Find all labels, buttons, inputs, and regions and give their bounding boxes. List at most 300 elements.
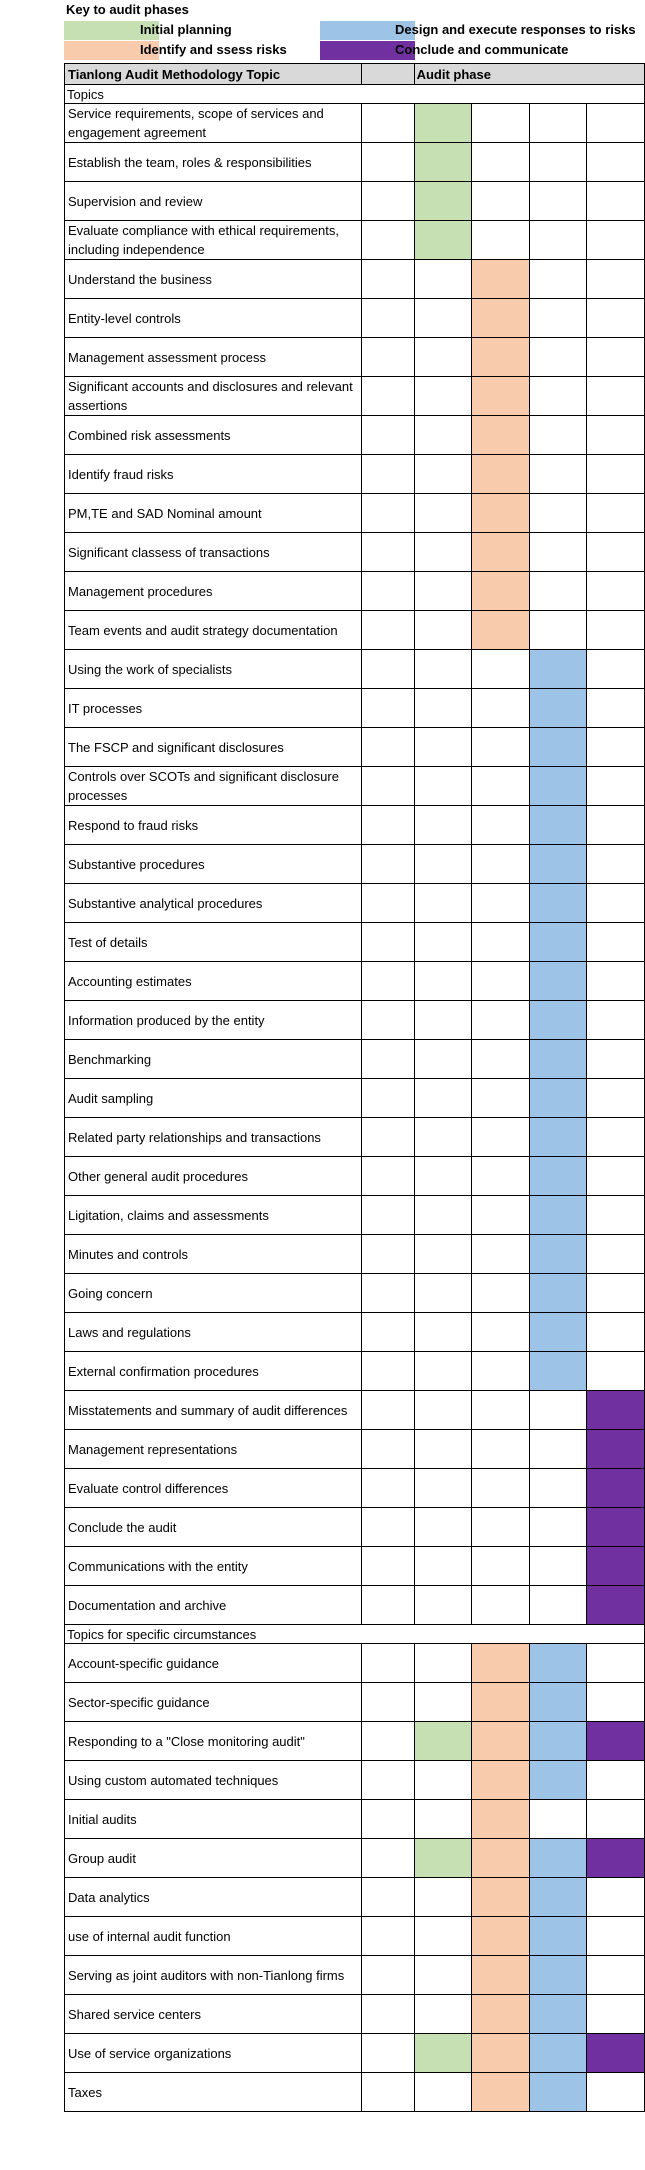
phase-cell-blue <box>529 1469 587 1508</box>
spacer-cell <box>361 1547 414 1586</box>
phase-cell-orange <box>472 611 530 650</box>
table-row <box>65 689 645 728</box>
phase-cell-blue <box>529 1722 587 1761</box>
spacer-cell <box>361 2034 414 2073</box>
phase-cell-orange <box>472 2073 530 2112</box>
table-row <box>65 1157 645 1196</box>
topic-label: Account-specific guidance <box>65 1644 362 1683</box>
phase-cell-purple <box>587 221 645 260</box>
spacer-cell <box>361 1586 414 1625</box>
phase-cell-orange <box>472 1313 530 1352</box>
phase-cell-blue <box>529 1040 587 1079</box>
phase-cell-purple <box>587 1040 645 1079</box>
spacer-cell <box>361 143 414 182</box>
phase-cell-orange <box>472 2034 530 2073</box>
phase-cell-green <box>414 1917 472 1956</box>
topic-label: Using the work of specialists <box>65 650 362 689</box>
phase-cell-purple <box>587 533 645 572</box>
table-row <box>65 1800 645 1839</box>
spacer-cell <box>361 572 414 611</box>
phase-cell-orange <box>472 1878 530 1917</box>
table-row <box>65 845 645 884</box>
topic-label: Data analytics <box>65 1878 362 1917</box>
topic-label: Supervision and review <box>65 182 362 221</box>
phase-cell-green <box>414 572 472 611</box>
phase-cell-orange <box>472 650 530 689</box>
phase-cell-green <box>414 377 472 416</box>
table-row <box>65 1079 645 1118</box>
table-row <box>65 1547 645 1586</box>
phase-cell-blue <box>529 650 587 689</box>
phase-cell-orange <box>472 377 530 416</box>
spacer-cell <box>361 1118 414 1157</box>
phase-cell-purple <box>587 338 645 377</box>
topic-label: Other general audit procedures <box>65 1157 362 1196</box>
phase-cell-purple <box>587 1274 645 1313</box>
phase-cell-blue <box>529 143 587 182</box>
phase-cell-orange <box>472 1196 530 1235</box>
topic-label: Management procedures <box>65 572 362 611</box>
phase-cell-green <box>414 1391 472 1430</box>
phase-cell-blue <box>529 260 587 299</box>
phase-cell-orange <box>472 1469 530 1508</box>
spacer-cell <box>361 182 414 221</box>
topic-label: External confirmation procedures <box>65 1352 362 1391</box>
phase-cell-blue <box>529 1313 587 1352</box>
phase-cell-green <box>414 845 472 884</box>
spacer-cell <box>361 1800 414 1839</box>
phase-cell-purple <box>587 1956 645 1995</box>
phase-cell-purple <box>587 104 645 143</box>
table-row <box>65 221 645 260</box>
phase-cell-purple <box>587 1508 645 1547</box>
spacer-cell <box>361 1430 414 1469</box>
spacer-cell <box>361 1722 414 1761</box>
table-row <box>65 806 645 845</box>
phase-cell-orange <box>472 1352 530 1391</box>
table-row <box>65 1430 645 1469</box>
spacer-cell <box>361 611 414 650</box>
phase-cell-blue <box>529 1683 587 1722</box>
table-row <box>65 533 645 572</box>
table-row <box>65 1391 645 1430</box>
phase-cell-orange <box>472 1547 530 1586</box>
topic-label: Going concern <box>65 1274 362 1313</box>
phase-cell-purple <box>587 806 645 845</box>
phase-cell-purple <box>587 884 645 923</box>
phase-cell-purple <box>587 455 645 494</box>
phase-cell-orange <box>472 1391 530 1430</box>
phase-cell-purple <box>587 2034 645 2073</box>
phase-cell-orange <box>472 1508 530 1547</box>
phase-cell-orange <box>472 1917 530 1956</box>
phase-cell-blue <box>529 1878 587 1917</box>
section-header-row <box>65 85 645 104</box>
table-row <box>65 1586 645 1625</box>
phase-cell-orange <box>472 182 530 221</box>
phase-cell-purple <box>587 1352 645 1391</box>
phase-cell-purple <box>587 260 645 299</box>
table-row <box>65 1761 645 1800</box>
spacer-cell <box>361 260 414 299</box>
phase-cell-green <box>414 1196 472 1235</box>
topic-label: Significant accounts and disclosures and relevant assertions <box>65 377 362 416</box>
phase-cell-orange <box>472 806 530 845</box>
spacer-cell <box>361 1761 414 1800</box>
phase-cell-orange <box>472 1800 530 1839</box>
topic-label: The FSCP and significant disclosures <box>65 728 362 767</box>
phase-cell-orange <box>472 923 530 962</box>
spacer-cell <box>361 1235 414 1274</box>
phase-cell-blue <box>529 1800 587 1839</box>
header-audit-phase: Audit phase <box>414 64 644 85</box>
phase-cell-green <box>414 1079 472 1118</box>
topic-label: Identify fraud risks <box>65 455 362 494</box>
phase-cell-blue <box>529 455 587 494</box>
topic-label: Taxes <box>65 2073 362 2112</box>
phase-cell-orange <box>472 416 530 455</box>
phase-cell-purple <box>587 1839 645 1878</box>
table-row <box>65 1995 645 2034</box>
table-row <box>65 1722 645 1761</box>
phase-cell-orange <box>472 884 530 923</box>
phase-cell-orange <box>472 1118 530 1157</box>
topic-label: Combined risk assessments <box>65 416 362 455</box>
header-topic: Tianlong Audit Methodology Topic <box>65 64 362 85</box>
phase-cell-purple <box>587 845 645 884</box>
phase-cell-purple <box>587 1800 645 1839</box>
spacer-cell <box>361 338 414 377</box>
phase-cell-green <box>414 1956 472 1995</box>
phase-cell-orange <box>472 1274 530 1313</box>
table-row <box>65 455 645 494</box>
phase-cell-green <box>414 2073 472 2112</box>
phase-cell-purple <box>587 2073 645 2112</box>
table-row <box>65 650 645 689</box>
topic-label: Group audit <box>65 1839 362 1878</box>
phase-cell-blue <box>529 1644 587 1683</box>
phase-cell-blue <box>529 2073 587 2112</box>
phase-cell-blue <box>529 1547 587 1586</box>
phase-cell-blue <box>529 962 587 1001</box>
phase-cell-orange <box>472 299 530 338</box>
table-row <box>65 767 645 806</box>
phase-cell-blue <box>529 923 587 962</box>
key-label-design-execute: Design and execute responses to risks <box>395 22 636 37</box>
topic-label: Documentation and archive <box>65 1586 362 1625</box>
spacer-cell <box>361 1079 414 1118</box>
topic-label: Audit sampling <box>65 1079 362 1118</box>
phase-cell-blue <box>529 1001 587 1040</box>
topic-label: use of internal audit function <box>65 1917 362 1956</box>
phase-cell-blue <box>529 1079 587 1118</box>
spacer-cell <box>361 1274 414 1313</box>
phase-cell-orange <box>472 1040 530 1079</box>
phase-cell-blue <box>529 104 587 143</box>
phase-cell-green <box>414 455 472 494</box>
phase-cell-green <box>414 104 472 143</box>
phase-cell-purple <box>587 1157 645 1196</box>
phase-cell-orange <box>472 845 530 884</box>
phase-cell-purple <box>587 1001 645 1040</box>
phase-cell-green <box>414 1430 472 1469</box>
phase-cell-green <box>414 260 472 299</box>
phase-cell-blue <box>529 1508 587 1547</box>
phase-cell-blue <box>529 1274 587 1313</box>
phase-cell-purple <box>587 416 645 455</box>
audit-methodology-table <box>64 63 645 2112</box>
phase-cell-purple <box>587 1469 645 1508</box>
table-row <box>65 962 645 1001</box>
table-header-row <box>65 64 645 85</box>
phase-cell-orange <box>472 1644 530 1683</box>
phase-cell-purple <box>587 1917 645 1956</box>
phase-cell-green <box>414 611 472 650</box>
phase-cell-purple <box>587 143 645 182</box>
phase-cell-green <box>414 1800 472 1839</box>
phase-cell-green <box>414 1118 472 1157</box>
phase-cell-green <box>414 806 472 845</box>
phase-cell-orange <box>472 1683 530 1722</box>
phase-cell-blue <box>529 728 587 767</box>
topic-label: Shared service centers <box>65 1995 362 2034</box>
phase-cell-green <box>414 338 472 377</box>
spacer-cell <box>361 1469 414 1508</box>
phase-cell-purple <box>587 1995 645 2034</box>
phase-cell-green <box>414 494 472 533</box>
phase-cell-purple <box>587 923 645 962</box>
phase-cell-purple <box>587 1683 645 1722</box>
table-row <box>65 182 645 221</box>
topic-label: Evaluate control differences <box>65 1469 362 1508</box>
spacer-cell <box>361 377 414 416</box>
phase-cell-purple <box>587 572 645 611</box>
phase-cell-blue <box>529 572 587 611</box>
key-label-initial-planning: Initial planning <box>140 22 232 37</box>
phase-cell-blue <box>529 1391 587 1430</box>
table-row <box>65 377 645 416</box>
phase-cell-orange <box>472 1722 530 1761</box>
topic-label: Significant classess of transactions <box>65 533 362 572</box>
spacer-cell <box>361 728 414 767</box>
topic-label: PM,TE and SAD Nominal amount <box>65 494 362 533</box>
phase-cell-purple <box>587 728 645 767</box>
phase-cell-green <box>414 1722 472 1761</box>
phase-cell-blue <box>529 689 587 728</box>
phase-cell-green <box>414 1001 472 1040</box>
phase-cell-orange <box>472 455 530 494</box>
topic-label: Serving as joint auditors with non-Tianlong firms <box>65 1956 362 1995</box>
phase-cell-blue <box>529 1196 587 1235</box>
phase-cell-orange <box>472 1586 530 1625</box>
spacer-cell <box>361 533 414 572</box>
phase-cell-green <box>414 1644 472 1683</box>
phase-cell-blue <box>529 221 587 260</box>
table-row <box>65 338 645 377</box>
spacer-cell <box>361 1917 414 1956</box>
phase-cell-purple <box>587 650 645 689</box>
spacer-cell <box>361 1001 414 1040</box>
phase-cell-green <box>414 1878 472 1917</box>
phase-cell-purple <box>587 1644 645 1683</box>
phase-cell-blue <box>529 299 587 338</box>
spacer-cell <box>361 806 414 845</box>
phase-cell-purple <box>587 1118 645 1157</box>
phase-cell-orange <box>472 533 530 572</box>
table-row <box>65 416 645 455</box>
phase-cell-blue <box>529 845 587 884</box>
phase-cell-orange <box>472 104 530 143</box>
phase-cell-green <box>414 1508 472 1547</box>
table-row <box>65 884 645 923</box>
phase-cell-purple <box>587 1196 645 1235</box>
phase-cell-green <box>414 299 472 338</box>
phase-cell-blue <box>529 533 587 572</box>
phase-cell-green <box>414 143 472 182</box>
phase-cell-green <box>414 728 472 767</box>
phase-cell-green <box>414 689 472 728</box>
phase-cell-purple <box>587 182 645 221</box>
phase-cell-green <box>414 1839 472 1878</box>
phase-cell-green <box>414 1352 472 1391</box>
phase-cell-orange <box>472 962 530 1001</box>
table-row <box>65 1235 645 1274</box>
phase-cell-orange <box>472 1995 530 2034</box>
key-title: Key to audit phases <box>66 2 189 17</box>
spacer-cell <box>361 1508 414 1547</box>
section-header-row <box>65 1625 645 1644</box>
phase-cell-orange <box>472 767 530 806</box>
phase-cell-blue <box>529 494 587 533</box>
table-row <box>65 572 645 611</box>
table-row <box>65 2034 645 2073</box>
phase-cell-blue <box>529 1839 587 1878</box>
phase-cell-green <box>414 650 472 689</box>
phase-cell-purple <box>587 377 645 416</box>
phase-cell-purple <box>587 1313 645 1352</box>
phase-cell-orange <box>472 494 530 533</box>
table-row <box>65 260 645 299</box>
table-row <box>65 1917 645 1956</box>
spacer-cell <box>361 962 414 1001</box>
phase-cell-orange <box>472 728 530 767</box>
phase-cell-green <box>414 1469 472 1508</box>
spacer-cell <box>361 884 414 923</box>
header-spacer <box>361 64 414 85</box>
topic-label: IT processes <box>65 689 362 728</box>
table-row <box>65 143 645 182</box>
spacer-cell <box>361 2073 414 2112</box>
section-title: Topics for specific circumstances <box>65 1625 645 1644</box>
spacer-cell <box>361 1352 414 1391</box>
topic-label: Using custom automated techniques <box>65 1761 362 1800</box>
phase-cell-blue <box>529 1352 587 1391</box>
topic-label: Management assessment process <box>65 338 362 377</box>
phase-cell-blue <box>529 338 587 377</box>
topic-label: Substantive procedures <box>65 845 362 884</box>
phase-cell-orange <box>472 221 530 260</box>
phase-cell-orange <box>472 1079 530 1118</box>
table-row <box>65 1274 645 1313</box>
spacer-cell <box>361 1196 414 1235</box>
topic-label: Conclude the audit <box>65 1508 362 1547</box>
table-row <box>65 923 645 962</box>
table-row <box>65 494 645 533</box>
table-row <box>65 1196 645 1235</box>
spacer-cell <box>361 1878 414 1917</box>
spacer-cell <box>361 299 414 338</box>
phase-cell-green <box>414 416 472 455</box>
phase-cell-purple <box>587 1586 645 1625</box>
spacer-cell <box>361 1956 414 1995</box>
table-row <box>65 1644 645 1683</box>
spacer-cell <box>361 767 414 806</box>
topic-label: Initial audits <box>65 1800 362 1839</box>
phase-cell-orange <box>472 338 530 377</box>
phase-cell-green <box>414 1547 472 1586</box>
phase-cell-purple <box>587 494 645 533</box>
phase-cell-blue <box>529 1118 587 1157</box>
spacer-cell <box>361 1391 414 1430</box>
spacer-cell <box>361 1644 414 1683</box>
phase-cell-green <box>414 1313 472 1352</box>
spacer-cell <box>361 845 414 884</box>
phase-cell-green <box>414 1235 472 1274</box>
topic-label: Laws and regulations <box>65 1313 362 1352</box>
spacer-cell <box>361 1683 414 1722</box>
table-row <box>65 1313 645 1352</box>
phase-cell-blue <box>529 1917 587 1956</box>
phase-cell-purple <box>587 1430 645 1469</box>
phase-cell-orange <box>472 1956 530 1995</box>
table-row <box>65 728 645 767</box>
phase-cell-purple <box>587 1878 645 1917</box>
phase-cell-orange <box>472 1761 530 1800</box>
topic-label: Responding to a "Close monitoring audit" <box>65 1722 362 1761</box>
phase-cell-green <box>414 1040 472 1079</box>
topic-label: Test of details <box>65 923 362 962</box>
phase-cell-purple <box>587 1235 645 1274</box>
topic-label: Management representations <box>65 1430 362 1469</box>
phase-cell-blue <box>529 2034 587 2073</box>
topic-label: Communications with the entity <box>65 1547 362 1586</box>
phase-cell-green <box>414 1683 472 1722</box>
spacer-cell <box>361 221 414 260</box>
topic-label: Team events and audit strategy documentation <box>65 611 362 650</box>
phase-cell-purple <box>587 1079 645 1118</box>
spacer-cell <box>361 1313 414 1352</box>
phase-cell-green <box>414 923 472 962</box>
phase-cell-green <box>414 2034 472 2073</box>
spacer-cell <box>361 1157 414 1196</box>
phase-cell-green <box>414 182 472 221</box>
phase-cell-orange <box>472 689 530 728</box>
phase-cell-blue <box>529 1157 587 1196</box>
table-row <box>65 2073 645 2112</box>
topic-label: Substantive analytical procedures <box>65 884 362 923</box>
phase-cell-blue <box>529 1430 587 1469</box>
spacer-cell <box>361 1839 414 1878</box>
topic-label: Misstatements and summary of audit differences <box>65 1391 362 1430</box>
key-label-identify-assess: Identify and ssess risks <box>140 42 287 57</box>
spacer-cell <box>361 1040 414 1079</box>
table-row <box>65 1352 645 1391</box>
phase-cell-green <box>414 1761 472 1800</box>
phase-cell-orange <box>472 1157 530 1196</box>
table-row <box>65 1469 645 1508</box>
topic-label: Ligitation, claims and assessments <box>65 1196 362 1235</box>
topic-label: Understand the business <box>65 260 362 299</box>
